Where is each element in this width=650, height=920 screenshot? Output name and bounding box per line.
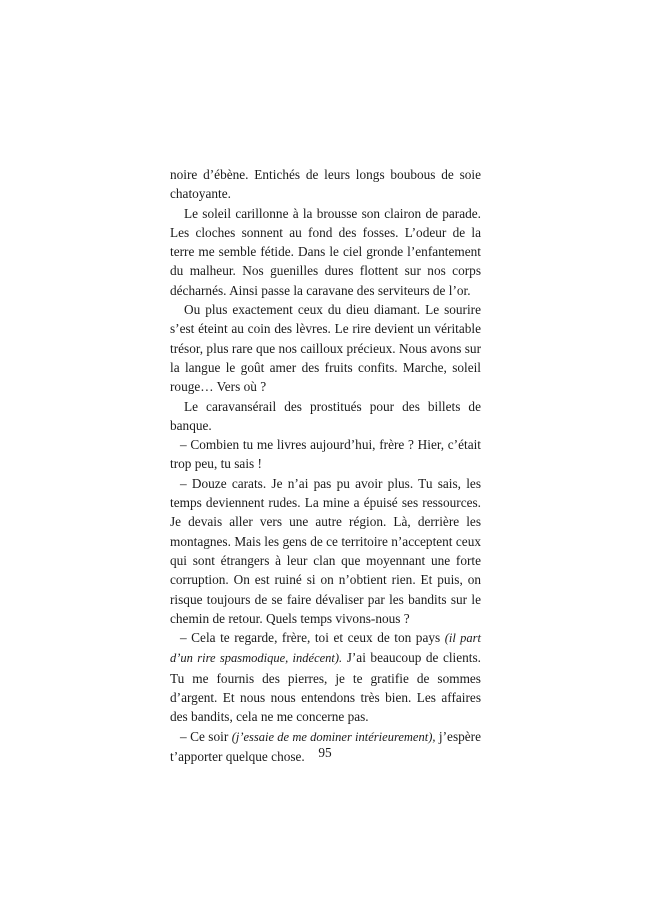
paragraph-8-text-before: – Ce soir [180, 728, 232, 744]
paragraph-8-text-after: j’espère t’apporter quelque chose. [170, 728, 482, 764]
paragraph-7-text-before: – Cela te regarde, frère, toi et ceux de ton pays [180, 630, 445, 646]
paragraph-3: Ou plus exactement ceux du dieu diamant. Le sourire s’est éteint au coin des lèvres. Le rire devient un véritable trésor, plus rare que nos cailloux précieux. Nous avons sur la langue le goût amer des fruits confits. Marche, soleil rouge… Vers où ? [170, 302, 481, 395]
dialogue-paragraph-6: – Douze carats. Je n’ai pas pu avoir plus. Tu sais, les temps deviennent rudes. La mine a épuisé ses ressources. Je devais aller vers une autre région. Là, derrière les montagnes. Mais les gens de ce territoire n’acceptent ceux qui sont étrangers à leur clan que moyennant une forte corruption. On est ruiné si on n’obtient rien. Et puis, on risque toujours de se faire dévaliser par les bandits sur le chemin de retour. Quels temps vivons-nous ? [170, 475, 481, 626]
paragraph-8-stage-direction: (j’essaie de me dominer intérieurement), [231, 729, 436, 744]
body-text [170, 165, 481, 766]
dialogue-paragraph-7 [170, 628, 481, 726]
paragraph-7-text-after: J’ai beaucoup de clients. Tu me fournis des pierres, je te gratifie de sommes d’argent. Et nous nous entendons très bien. Les affaires des bandits, cela ne me concerne pas. [170, 650, 481, 725]
paragraph-7-stage-direction: (il part d’un rire spasmodique, indécent). [170, 631, 481, 666]
dialogue-paragraph-5: – Combien tu me livres aujourd’hui, frère ? Hier, c’était trop peu, tu sais ! [170, 437, 481, 472]
page-number: 95 [318, 745, 332, 760]
paragraph-2: Le soleil carillonne à la brousse son clairon de parade. Les cloches sonnent au fond des fosses. L’odeur de la terre me semble fétide. Dans le ciel gronde l’enfantement du malheur. Nos guenilles dures flottent sur nos corps décharnés. Ainsi passe la caravane des serviteurs de l’or. [170, 205, 481, 298]
paragraph-4: Le caravansérail des prostitués pour des billets de banque. [170, 398, 481, 433]
paragraph-1: noire d’ébène. Entichés de leurs longs boubous de soie chatoyante. [170, 167, 481, 202]
